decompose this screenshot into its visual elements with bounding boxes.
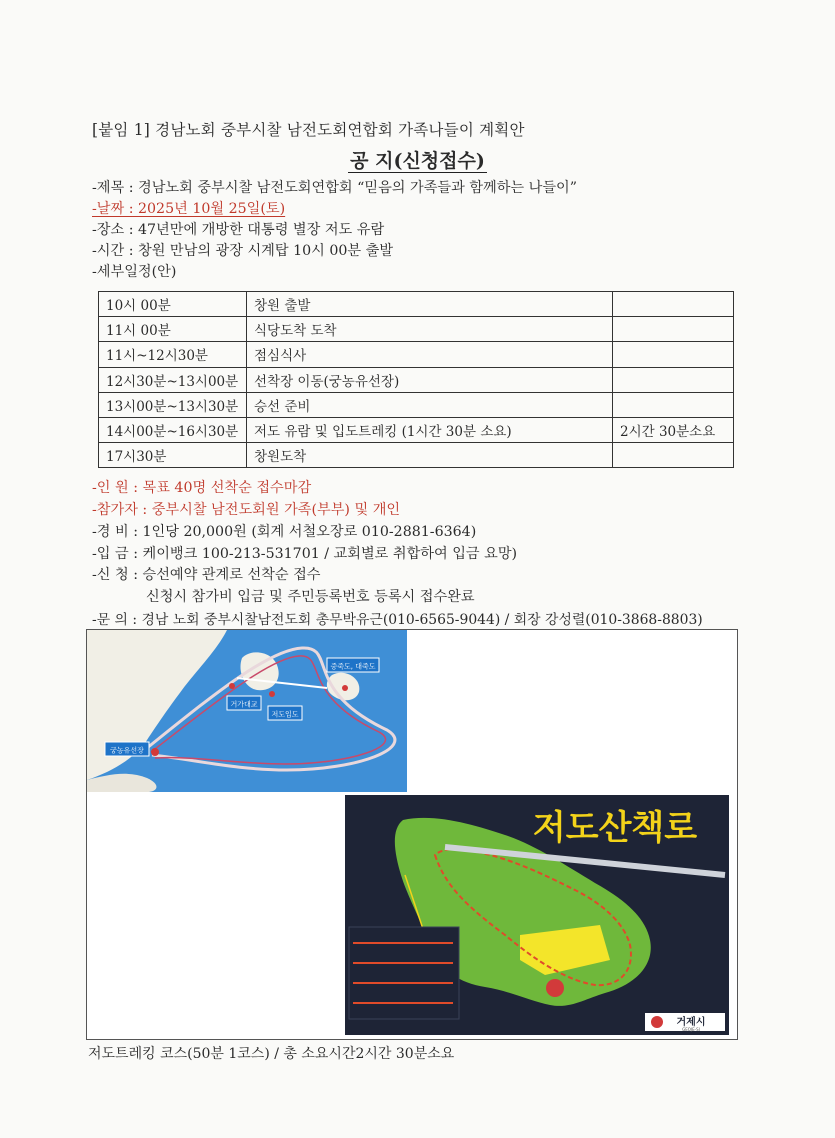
map-caption: 저도트레킹 코스(50분 1코스) / 총 소요시간2시간 30분소요	[88, 1046, 455, 1062]
trail-map-logo: 거제시	[676, 1017, 706, 1028]
schedule-time-cell: 17시30분	[99, 443, 247, 468]
detail-participants: -참가자 : 중부시찰 남전도회원 가족(부부) 및 개인	[92, 502, 401, 518]
schedule-activity-cell: 승선 준비	[247, 392, 613, 417]
schedule-activity-cell: 식당도착 도착	[247, 317, 613, 342]
schedule-time-cell: 12시30분~13시00분	[99, 367, 247, 392]
schedule-row	[99, 292, 734, 317]
schedule-note-cell	[613, 292, 734, 317]
detail-apply: -신 청 : 승선예약 관계로 선착순 접수	[92, 567, 321, 583]
schedule-row	[99, 342, 734, 367]
schedule-activity-cell: 저도 유람 및 입도트레킹 (1시간 30분 소요)	[247, 417, 613, 442]
detail-deposit: -입 금 : 케이뱅크 100-213-531701 / 교회별로 취합하여 입금 요망)	[92, 546, 518, 562]
schedule-time-cell: 13시00분~13시30분	[99, 392, 247, 417]
schedule-table	[98, 291, 734, 468]
route-label-islands: 중죽도, 대죽도	[330, 662, 376, 671]
info-place: -장소 : 47년만에 개방한 대통령 별장 저도 유람	[92, 222, 385, 238]
schedule-activity-cell: 창원 출발	[247, 292, 613, 317]
schedule-heading: -세부일정(안)	[92, 264, 177, 280]
schedule-activity-cell: 점심식사	[247, 342, 613, 367]
info-subject: -제목 : 경남노회 중부시찰 남전도회연합회 “믿음의 가족들과 함께하는 나들이”	[92, 180, 578, 196]
schedule-row	[99, 392, 734, 417]
route-map-marker-geoga	[229, 683, 235, 689]
route-map-marker-jeodo	[269, 691, 275, 697]
schedule-note-cell	[613, 367, 734, 392]
route-map-marker-marina	[151, 748, 159, 756]
detail-apply-note: 신청시 참가비 입금 및 주민등록번호 등록시 접수완료	[146, 589, 475, 605]
schedule-time-cell: 10시 00분	[99, 292, 247, 317]
route-map-marker-islands	[342, 685, 348, 691]
route-map	[87, 630, 407, 792]
schedule-activity-cell: 선착장 이동(궁농유선장)	[247, 367, 613, 392]
trail-map-logo-sub: GEOJE-SI	[682, 1027, 700, 1032]
schedule-note-cell	[613, 342, 734, 367]
route-label-geoga: 거가대교	[230, 700, 258, 709]
trail-map-current-location-marker	[546, 979, 564, 997]
schedule-note-cell	[613, 317, 734, 342]
schedule-time-cell: 11시 00분	[99, 317, 247, 342]
attachment-title: [붙임 1] 경남노회 중부시찰 남전도회연합회 가족나들이 계획안	[92, 121, 525, 139]
map-frame	[86, 629, 738, 1040]
info-date: -날짜 : 2025년 10월 25일(토)	[92, 201, 286, 217]
schedule-note-cell: 2시간 30분소요	[613, 417, 734, 442]
schedule-time-cell: 11시~12시30분	[99, 342, 247, 367]
schedule-row	[99, 443, 734, 468]
trail-map-title: 저도산책로	[532, 808, 698, 848]
trail-map-legend-box	[349, 927, 459, 1019]
detail-people: -인 원 : 목표 40명 선착순 접수마감	[92, 480, 312, 496]
schedule-note-cell	[613, 443, 734, 468]
notice-title-text: 공 지(신청접수)	[350, 150, 485, 172]
detail-cost: -경 비 : 1인당 20,000원 (회계 서철오장로 010-2881-6364)	[92, 524, 477, 540]
schedule-activity-cell: 창원도착	[247, 443, 613, 468]
schedule-note-cell	[613, 392, 734, 417]
trail-map-logo-emblem	[651, 1016, 663, 1028]
schedule-row	[99, 317, 734, 342]
info-time: -시간 : 창원 만남의 광장 시계탑 10시 00분 출발	[92, 243, 394, 259]
schedule-time-cell: 14시00분~16시30분	[99, 417, 247, 442]
notice-title	[0, 146, 835, 173]
route-label-jeodo: 저도입도	[271, 710, 299, 719]
schedule-row	[99, 367, 734, 392]
trail-map	[345, 795, 729, 1035]
detail-contact: -문 의 : 경남 노회 중부시찰남전도회 총무박유근(010-6565-9044) / 회장 강성렬(010-3868-8803)	[92, 612, 703, 628]
schedule-row	[99, 417, 734, 442]
route-label-marina: 궁농유선장	[110, 746, 144, 755]
